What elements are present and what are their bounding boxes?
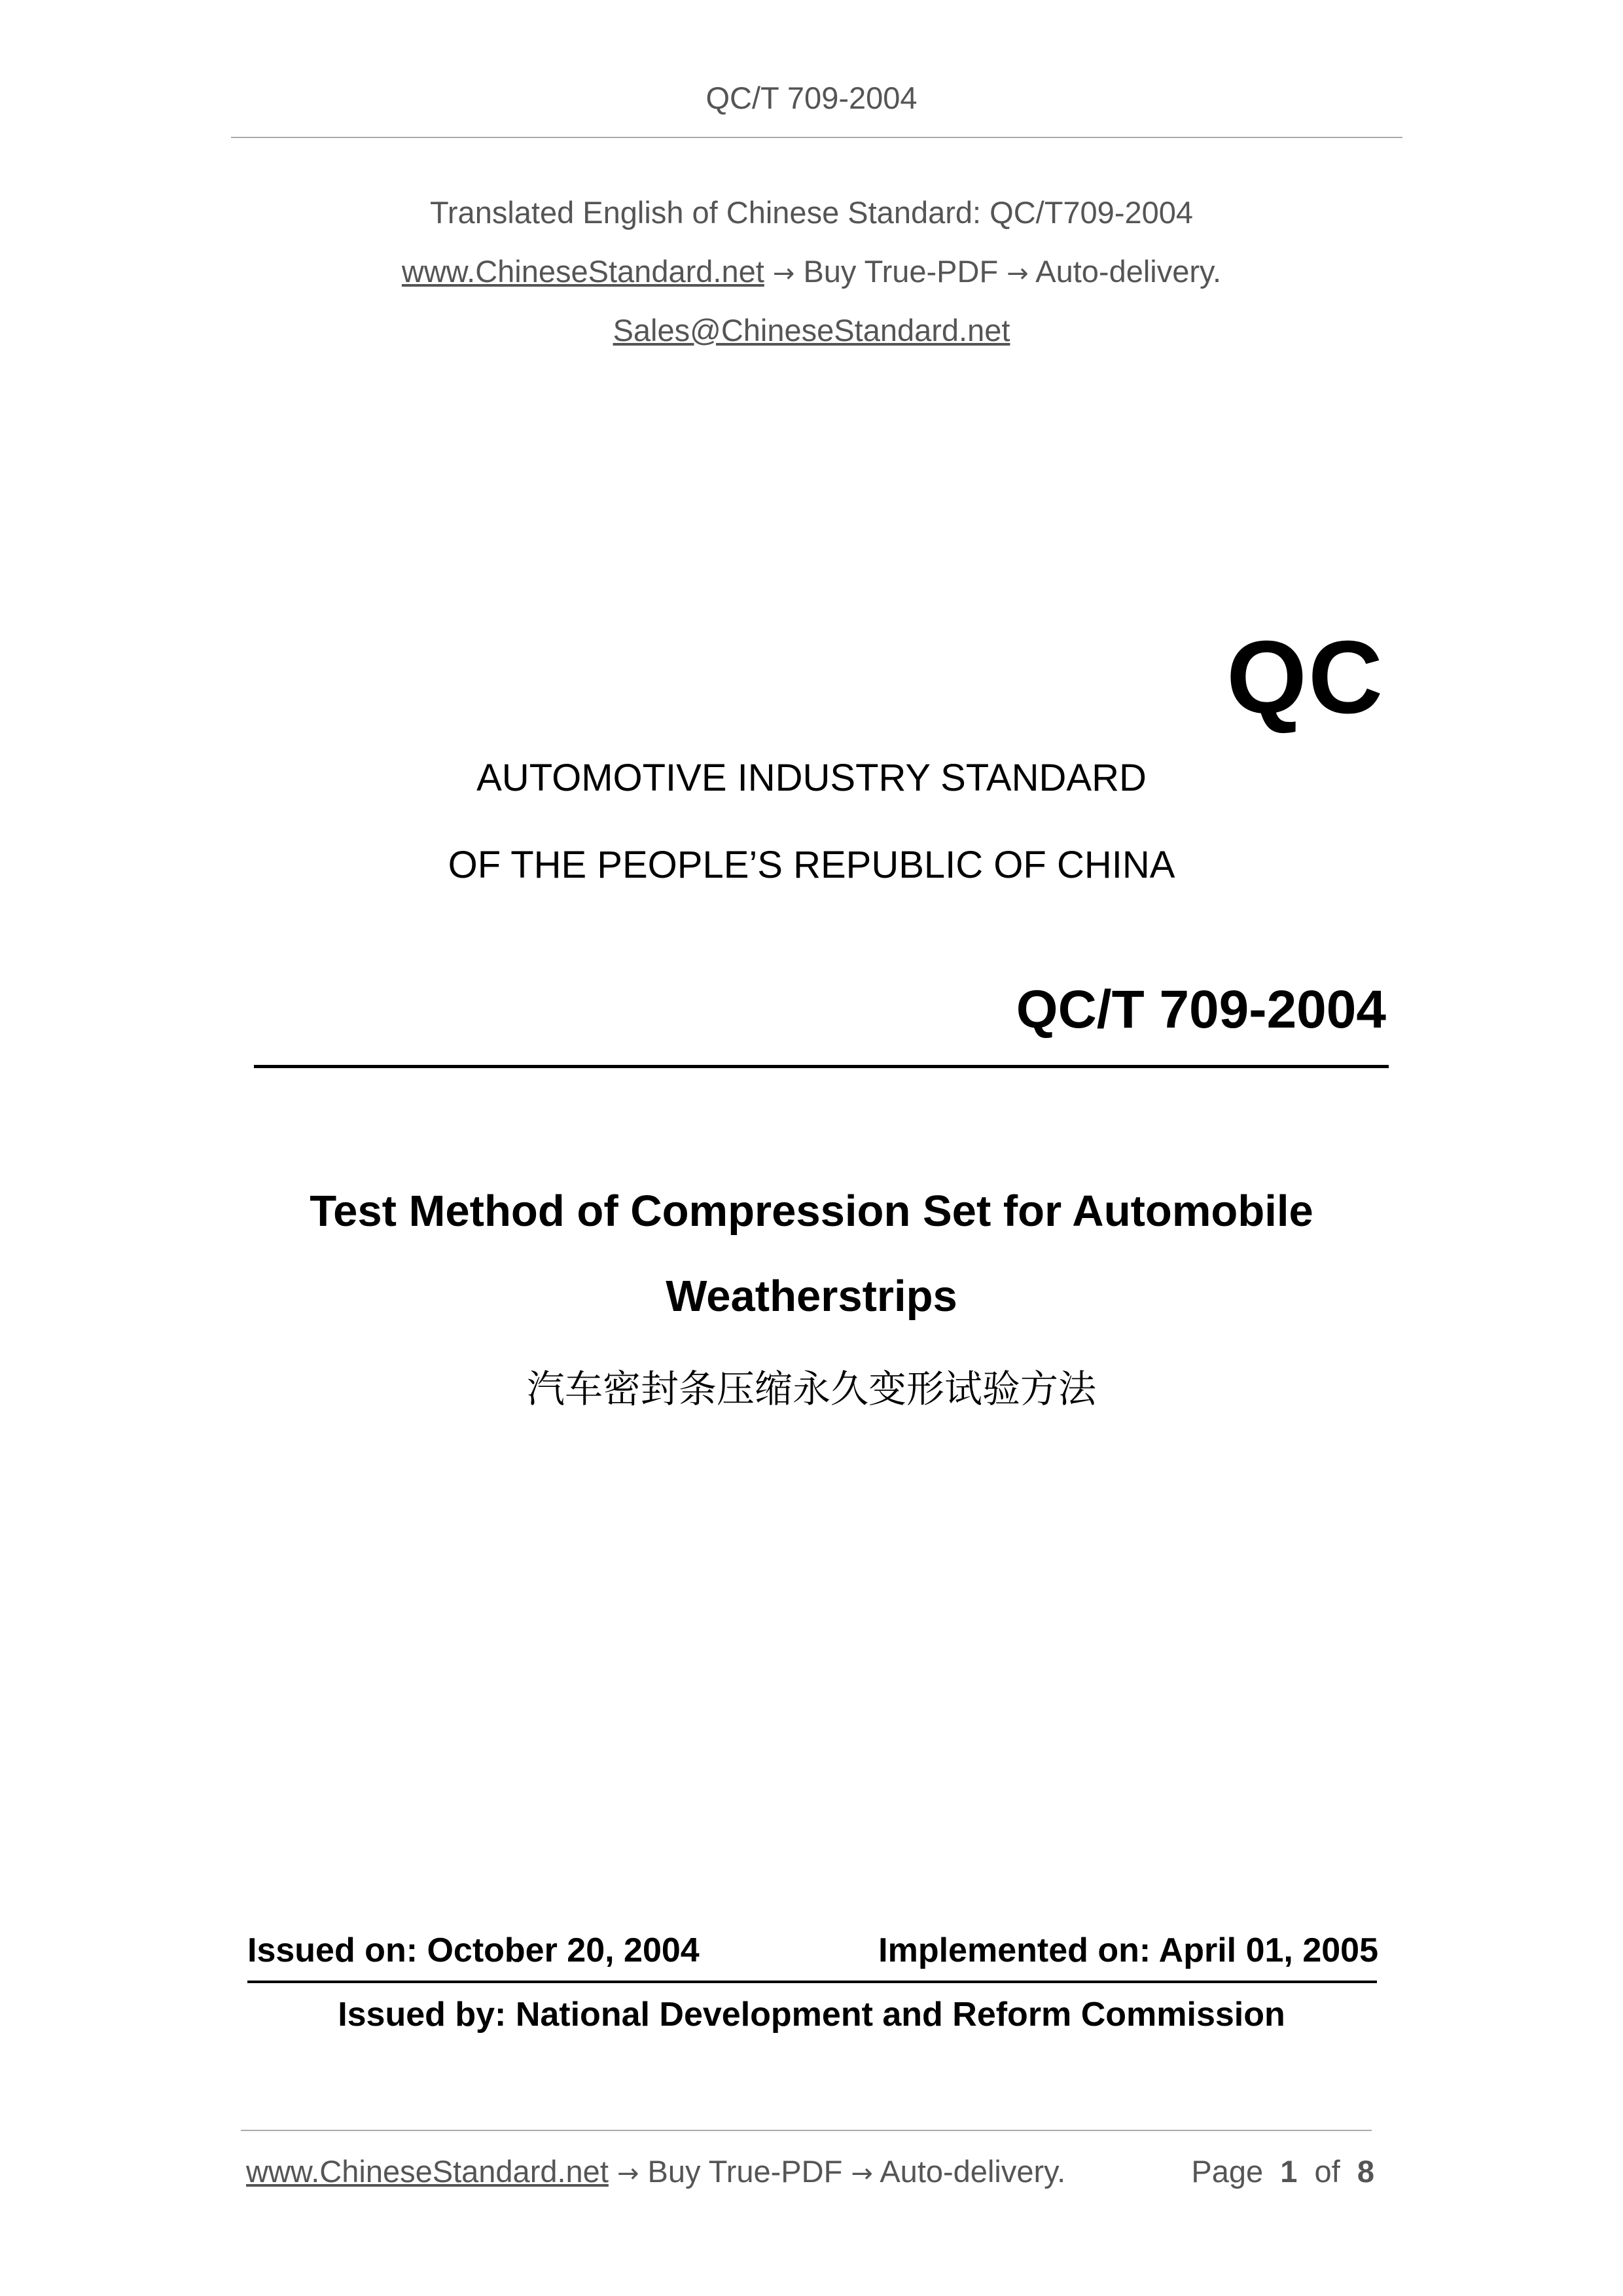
footer-site-link[interactable]: www.ChineseStandard.net <box>246 2154 609 2189</box>
translation-notice: Translated English of Chinese Standard: QC/T709-2004 <box>429 195 1194 230</box>
issued-by: Issued by: National Development and Reform Commission <box>338 1996 1285 2034</box>
page-current: 1 <box>1280 2154 1298 2189</box>
org-line-1: AUTOMOTIVE INDUSTRY STANDARD <box>476 757 1147 799</box>
page-total: 8 <box>1357 2154 1374 2189</box>
purchase-line <box>0 253 1623 289</box>
title-line-2: Weatherstrips <box>666 1272 957 1321</box>
email-link[interactable]: Sales@ChineseStandard.net <box>613 313 1010 348</box>
qc-mark: QC <box>1226 620 1384 735</box>
arrow-right-icon: → <box>616 2159 639 2189</box>
site-link[interactable]: www.ChineseStandard.net <box>401 254 764 289</box>
footer-delivery-text: Auto-delivery. <box>880 2154 1066 2189</box>
footer-purchase-line <box>246 2153 1065 2189</box>
arrow-right-icon: → <box>1007 259 1029 289</box>
org-line-2: OF THE PEOPLE’S REPUBLIC OF CHINA <box>448 844 1175 886</box>
issue-divider <box>247 1981 1377 1983</box>
page-of: of <box>1314 2154 1340 2189</box>
arrow-right-icon: → <box>851 2159 873 2189</box>
header-divider <box>231 137 1402 138</box>
running-header-code: QC/T 709-2004 <box>705 81 918 115</box>
issued-on-date: Issued on: October 20, 2004 <box>247 1931 700 1969</box>
footer-buy-text: Buy True-PDF <box>647 2154 843 2189</box>
standard-number-rule <box>254 1065 1389 1068</box>
standard-number: QC/T 709-2004 <box>1016 980 1386 1039</box>
implemented-on-date: Implemented on: April 01, 2005 <box>878 1931 1378 1969</box>
title-line-1: Test Method of Compression Set for Automobile <box>310 1187 1313 1236</box>
footer-divider <box>241 2130 1372 2131</box>
page-indicator <box>1191 2153 1374 2189</box>
delivery-text: Auto-delivery. <box>1035 254 1222 289</box>
arrow-right-icon: → <box>772 259 795 289</box>
email-line <box>0 312 1623 348</box>
buy-text: Buy True-PDF <box>803 254 999 289</box>
page-label: Page <box>1191 2154 1264 2189</box>
chinese-title: 汽车密封条压缩永久变形试验方法 <box>526 1367 1096 1411</box>
